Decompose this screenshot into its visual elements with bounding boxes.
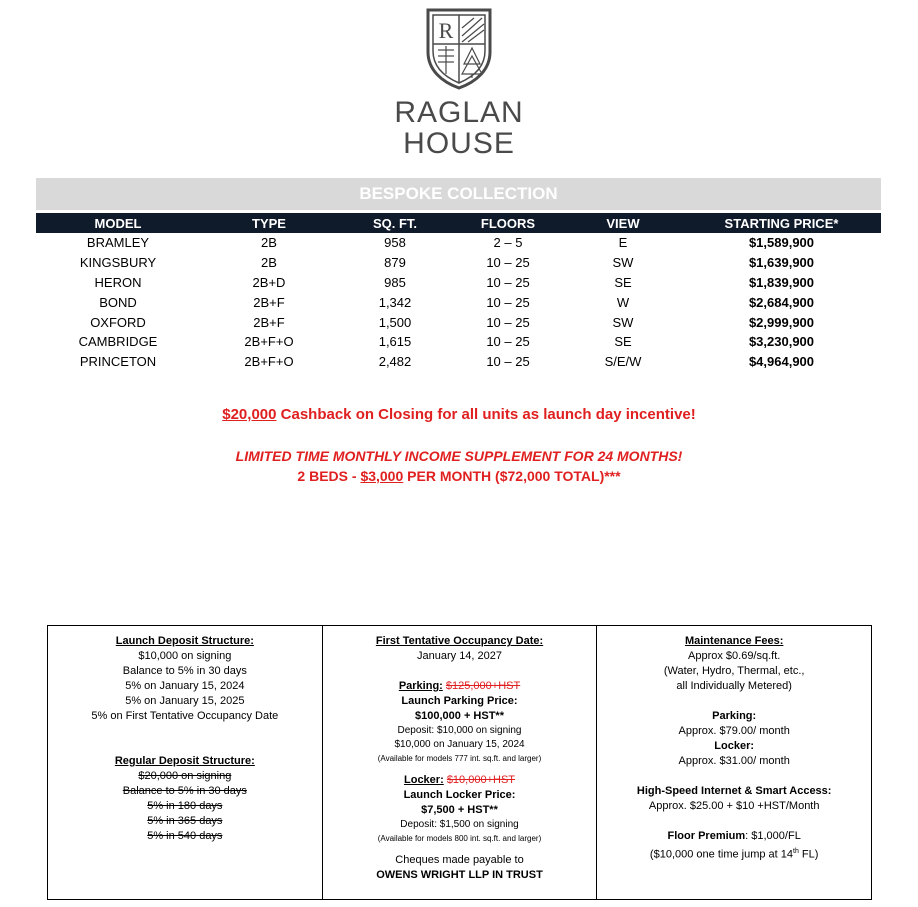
type-cell: 2B+F: [253, 294, 285, 310]
table-header-row: [36, 213, 881, 233]
regular-deposit-line: 5% in 540 days: [147, 830, 223, 842]
launch-deposit-line: $10,000 on signing: [138, 650, 232, 662]
collection-title: BESPOKE COLLECTION: [36, 178, 881, 210]
cashback-promo: [0, 406, 918, 423]
income-supplement-details: [0, 468, 918, 484]
parking-heading: [323, 679, 597, 694]
table-row: [36, 273, 881, 293]
internet-fee: Approx. $25.00 + $10 +HST/Month: [648, 800, 820, 812]
floor-premium-note-sup: th: [793, 848, 799, 855]
info-boxes: [47, 625, 872, 900]
column-header-sqft: SQ. FT.: [338, 213, 452, 233]
maintenance-title: Maintenance Fees:: [684, 635, 784, 647]
maintenance-note: all Individually Metered): [676, 680, 792, 692]
type-cell: 2B+F+O: [244, 354, 294, 370]
view-cell: SE: [614, 274, 632, 290]
fees-column: [597, 626, 871, 899]
sqft-cell: 2,482: [378, 354, 412, 370]
deposit-column: [48, 626, 323, 899]
maintenance-rate: Approx $0.69/sq.ft.: [688, 650, 781, 662]
column-header-view: VIEW: [564, 213, 682, 233]
occupancy-column: [323, 626, 598, 899]
floors-cell: 10 – 25: [486, 314, 530, 330]
locker-fee: Approx. $31.00/ month: [678, 755, 790, 767]
launch-deposit-line: Balance to 5% in 30 days: [122, 665, 247, 677]
column-header-floors: FLOORS: [452, 213, 564, 233]
price-cell: $4,964,900: [748, 354, 815, 370]
cheques-payee: OWENS WRIGHT LLP IN TRUST: [376, 869, 543, 881]
parking-deposit: Deposit: $10,000 on signing: [397, 725, 522, 736]
parking-label: Parking:: [398, 680, 443, 692]
sqft-cell: 958: [384, 235, 406, 251]
sqft-cell: 1,615: [378, 334, 412, 350]
locker-deposit: Deposit: $1,500 on signing: [400, 819, 519, 830]
cheques-line: Cheques made payable to: [395, 854, 524, 866]
regular-deposit-line: $20,000 on signing: [138, 770, 232, 782]
launch-deposit-title: Launch Deposit Structure:: [115, 635, 254, 647]
view-cell: S/E/W: [604, 354, 642, 370]
launch-deposit-line: 5% on January 15, 2025: [125, 695, 245, 707]
type-cell: 2B: [261, 255, 277, 271]
income-supplement-title: LIMITED TIME MONTHLY INCOME SUPPLEMENT FOR 24 MONTHS!: [235, 448, 683, 464]
model-cell: BOND: [99, 294, 137, 310]
view-cell: SW: [612, 314, 634, 330]
svg-text:R: R: [438, 18, 454, 43]
launch-locker-price: $7,500 + HST**: [421, 804, 498, 816]
view-cell: SE: [614, 334, 632, 350]
model-cell: KINGSBURY: [79, 255, 157, 271]
regular-deposit-title: Regular Deposit Structure:: [114, 755, 255, 767]
sqft-cell: 879: [384, 255, 406, 271]
supplement-suffix: PER MONTH ($72,000 TOTAL)***: [403, 468, 621, 484]
supplement-prefix: 2 BEDS -: [297, 468, 361, 484]
floors-cell: 10 – 25: [486, 294, 530, 310]
price-table: [36, 213, 881, 372]
locker-label: Locker:: [404, 774, 444, 786]
table-row: [36, 312, 881, 332]
price-cell: $1,639,900: [748, 255, 815, 271]
model-cell: PRINCETON: [79, 354, 157, 370]
view-cell: W: [616, 294, 630, 310]
model-cell: HERON: [94, 274, 142, 290]
floors-cell: 10 – 25: [486, 255, 530, 271]
type-cell: 2B+F+O: [244, 334, 294, 350]
cashback-amount: $20,000: [222, 406, 277, 423]
sqft-cell: 1,342: [378, 294, 412, 310]
brand-name-line-2: HOUSE: [403, 127, 515, 160]
model-cell: BRAMLEY: [86, 235, 150, 251]
floor-premium-note-post: FL): [798, 848, 819, 861]
view-cell: E: [618, 235, 628, 251]
regular-deposit-line: 5% in 180 days: [147, 800, 223, 812]
locker-fee-label: Locker:: [714, 740, 755, 752]
launch-locker-label: Launch Locker Price:: [403, 789, 516, 801]
table-row: [36, 352, 881, 372]
supplement-amount: $3,000: [360, 468, 404, 484]
launch-deposit-line: 5% on First Tentative Occupancy Date: [91, 710, 279, 722]
table-row: [36, 233, 881, 253]
regular-deposit-line: Balance to 5% in 30 days: [122, 785, 247, 797]
locker-old-price: $10,000+HST: [446, 774, 515, 786]
launch-parking-label: Launch Parking Price:: [401, 695, 518, 707]
model-cell: OXFORD: [90, 314, 146, 330]
table-row: [36, 292, 881, 312]
type-cell: 2B+D: [252, 274, 286, 290]
floors-cell: 10 – 25: [486, 274, 530, 290]
table-row: [36, 253, 881, 273]
floor-premium-note: [597, 844, 871, 863]
parking-fee-label: Parking:: [712, 710, 757, 722]
parking-old-price: $125,000+HST: [445, 680, 521, 692]
maintenance-note: (Water, Hydro, Thermal, etc.,: [663, 665, 805, 677]
floor-premium-note-pre: ($10,000 one time jump at 14: [649, 848, 794, 861]
column-header-starting-price: STARTING PRICE*: [682, 213, 881, 233]
price-cell: $1,839,900: [748, 274, 815, 290]
internet-label: High-Speed Internet & Smart Access:: [636, 785, 832, 797]
floor-premium-value: : $1,000/FL: [745, 830, 801, 842]
launch-deposit-line: 5% on January 15, 2024: [125, 680, 245, 692]
sqft-cell: 985: [384, 274, 406, 290]
floors-cell: 2 – 5: [493, 235, 523, 251]
cashback-text: Cashback on Closing for all units as launch day incentive!: [276, 406, 696, 423]
launch-parking-price: $100,000 + HST**: [415, 710, 504, 722]
column-header-model: MODEL: [36, 213, 200, 233]
occupancy-title: First Tentative Occupancy Date:: [375, 635, 544, 647]
locker-heading: [323, 773, 597, 788]
parking-note: (Available for models 777 int. sq.ft. and larger): [377, 754, 542, 763]
brand-name-line-1: RAGLAN: [394, 96, 524, 129]
price-cell: $2,999,900: [748, 314, 815, 330]
parking-deposit: $10,000 on January 15, 2024: [394, 739, 525, 750]
floors-cell: 10 – 25: [486, 334, 530, 350]
floor-premium: [597, 829, 871, 844]
crest-logo-icon: [424, 6, 494, 90]
column-header-type: TYPE: [200, 213, 338, 233]
model-cell: CAMBRIDGE: [78, 334, 158, 350]
price-cell: $1,589,900: [748, 235, 815, 251]
sqft-cell: 1,500: [378, 314, 412, 330]
logo: [0, 6, 918, 90]
price-cell: $3,230,900: [748, 334, 815, 350]
floors-cell: 10 – 25: [486, 354, 530, 370]
price-cell: $2,684,900: [748, 294, 815, 310]
occupancy-date: January 14, 2027: [417, 650, 503, 662]
view-cell: SW: [612, 255, 634, 271]
type-cell: 2B+F: [253, 314, 285, 330]
type-cell: 2B: [261, 235, 277, 251]
floor-premium-label: Floor Premium: [667, 830, 746, 842]
parking-fee: Approx. $79.00/ month: [678, 725, 790, 737]
table-row: [36, 332, 881, 352]
regular-deposit-line: 5% in 365 days: [147, 815, 223, 827]
locker-note: (Available for models 800 int. sq.ft. and larger): [377, 834, 542, 843]
